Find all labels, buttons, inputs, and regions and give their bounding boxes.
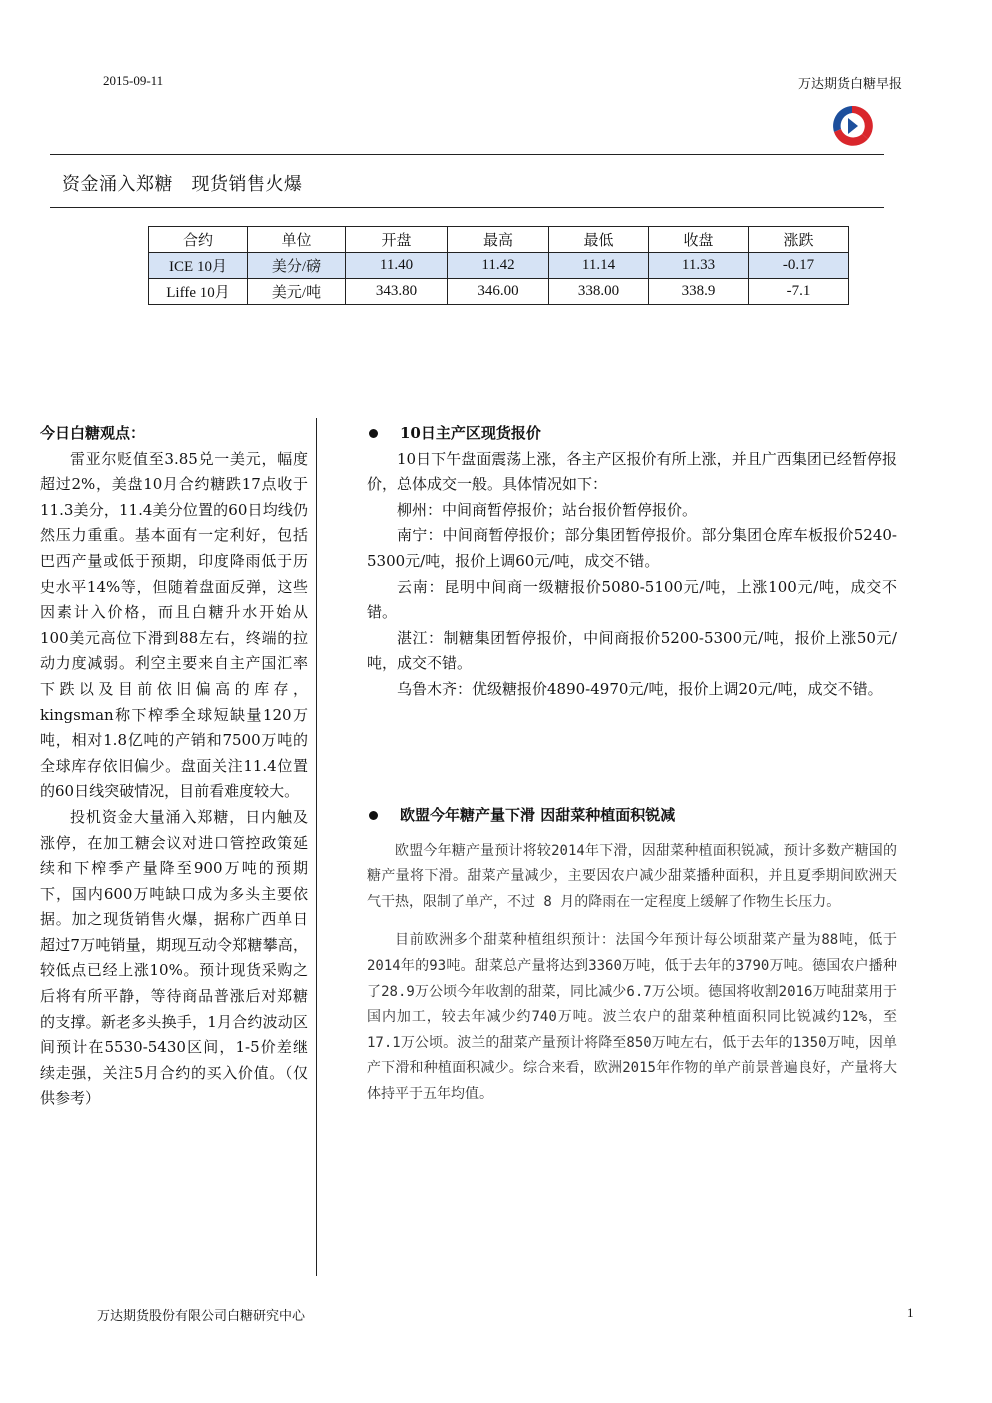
cell-unit: 美分/磅 bbox=[248, 253, 346, 279]
column-divider bbox=[316, 418, 317, 1276]
footer-org: 万达期货股份有限公司白糖研究中心 bbox=[97, 1309, 306, 1324]
col-header-open: 开盘 bbox=[346, 227, 448, 253]
spot-paragraph: 10日下午盘面震荡上涨，各主产区报价有所上涨，并且广西集团已经暂停报价，总体成交一般。具体情况如下： bbox=[367, 449, 897, 494]
cell-close: 11.33 bbox=[649, 253, 749, 279]
cell-close: 338.9 bbox=[649, 279, 749, 305]
header-rule bbox=[50, 154, 884, 155]
sugar-view-paragraph: 雷亚尔贬值至3.85兑一美元，幅度超过2%，美盘10月合约糖跌17点收于11.3美分，11.4美分位置的60日均线仍然压力重重。基本面有一定利好，包括巴西产量或低于预期，印度降雨低于历史水平14%等，但随着盘面反弹，这些因素计入价格，而且白糖升水开始从100美元高位下滑到88左右，终端的拉动力度减弱。利空主要来自主产国汇率下跌以及目前依旧偏高的库存，kingsman称下榨季全球短缺量120万吨，相对1.8亿吨的产销和7500万吨的全球库存依旧偏少。盘面关注11.4位置的60日线突破情况，目前看难度较大。 bbox=[40, 449, 308, 801]
cell-change: -0.17 bbox=[749, 253, 849, 279]
eu-paragraph: 欧盟今年糖产量预计将较2014年下滑，因甜菜种植面积锐减，预计多数产糖国的糖产量将下滑。甜菜产量减少，主要因农户减少甜菜播种面积，并且夏季期间欧洲天气干热，限制了单产，不过 8 月的降雨在一定程度上缓解了作物生长压力。 bbox=[367, 842, 897, 910]
spot-paragraph: 乌鲁木齐：优级糖报价4890-4970元/吨，报价上调20元/吨，成交不错。 bbox=[397, 679, 883, 698]
quotes-table bbox=[148, 226, 849, 305]
bullet-icon bbox=[369, 811, 378, 820]
col-header-unit: 单位 bbox=[248, 227, 346, 253]
spot-paragraph: 湛江：制糖集团暂停报价，中间商报价5200-5300元/吨，报价上涨50元/吨，成交不错。 bbox=[367, 628, 897, 673]
col-header-change: 涨跌 bbox=[749, 227, 849, 253]
eu-section-title: 欧盟今年糖产量下滑 因甜菜种植面积锐减 bbox=[400, 806, 676, 824]
bullet-icon bbox=[369, 429, 378, 438]
spot-section-title: 10日主产区现货报价 bbox=[400, 424, 541, 442]
spot-paragraph: 柳州：中间商暂停报价；站台报价暂停报价。 bbox=[397, 500, 698, 519]
col-header-low: 最低 bbox=[549, 227, 649, 253]
headline-rule bbox=[50, 207, 884, 208]
cell-open: 343.80 bbox=[346, 279, 448, 305]
cell-high: 11.42 bbox=[448, 253, 549, 279]
eu-paragraph: 目前欧洲多个甜菜种植组织预计：法国今年预计每公顷甜菜产量为88吨，低于2014年的93吨。甜菜总产量将达到3360万吨，低于去年的3790万吨。德国农户播种了28.9万公顷今年收割的甜菜，同比减少6.7万公顷。德国将收割2016万吨甜菜用于国内加工，较去年减少约740万吨。波兰农户的甜菜种植面积同比锐减约12%，至17.1万公顷。波兰的甜菜产量预计将降至850万吨左右，低于去年的1350万吨，因单产下滑和种植面积减少。综合来看，欧洲2015年作物的单产前景普遍良好，产量将大体持平于五年均值。 bbox=[367, 932, 897, 1102]
spot-section-title-row bbox=[367, 421, 897, 447]
spot-paragraph: 云南：昆明中间商一级糖报价5080-5100元/吨，上涨100元/吨，成交不错。 bbox=[367, 577, 897, 622]
col-header-contract: 合约 bbox=[149, 227, 248, 253]
cell-low: 11.14 bbox=[549, 253, 649, 279]
spot-price-section bbox=[367, 421, 897, 703]
col-header-close: 收盘 bbox=[649, 227, 749, 253]
cell-contract: ICE 10月 bbox=[149, 253, 248, 279]
cell-high: 346.00 bbox=[448, 279, 549, 305]
table-row bbox=[149, 279, 849, 305]
cell-open: 11.40 bbox=[346, 253, 448, 279]
headline: 资金涌入郑糖 现货销售火爆 bbox=[62, 174, 303, 195]
table-header-row bbox=[149, 227, 849, 253]
report-title: 万达期货白糖早报 bbox=[797, 77, 902, 92]
col-header-high: 最高 bbox=[448, 227, 549, 253]
eu-section-title-row bbox=[367, 803, 897, 829]
eu-section bbox=[367, 803, 897, 1108]
sugar-view-paragraph: 投机资金大量涌入郑糖，日内触及涨停，在加工糖会议对进口管控政策延续和下榨季产量降至900万吨的预期下，国内600万吨缺口成为多头主要依据。加之现货销售火爆，据称广西单日超过7万吨销量，期现互动令郑糖攀高，较低点已经上涨10%。预计现货采购之后将有所平静，等待商品普涨后对郑糖的支撑。新老多头换手，1月合约波动区间预计在5530-5430区间，1-5价差继续走强，关注5月合约的买入价值。（仅供参考） bbox=[40, 807, 308, 1108]
spot-paragraph: 南宁：中间商暂停报价；部分集团暂停报价。部分集团仓库车板报价5240-5300元/吨，报价上调60元/吨，成交不错。 bbox=[367, 526, 897, 570]
cell-unit: 美元/吨 bbox=[248, 279, 346, 305]
sugar-view-heading: 今日白糖观点： bbox=[40, 424, 146, 442]
company-logo bbox=[828, 102, 876, 150]
page-number: 1 bbox=[907, 1305, 914, 1320]
sugar-view-column bbox=[40, 421, 308, 1112]
cell-low: 338.00 bbox=[549, 279, 649, 305]
cell-contract: Liffe 10月 bbox=[149, 279, 248, 305]
cell-change: -7.1 bbox=[749, 279, 849, 305]
report-date: 2015-09-11 bbox=[103, 73, 164, 88]
table-row bbox=[149, 253, 849, 279]
